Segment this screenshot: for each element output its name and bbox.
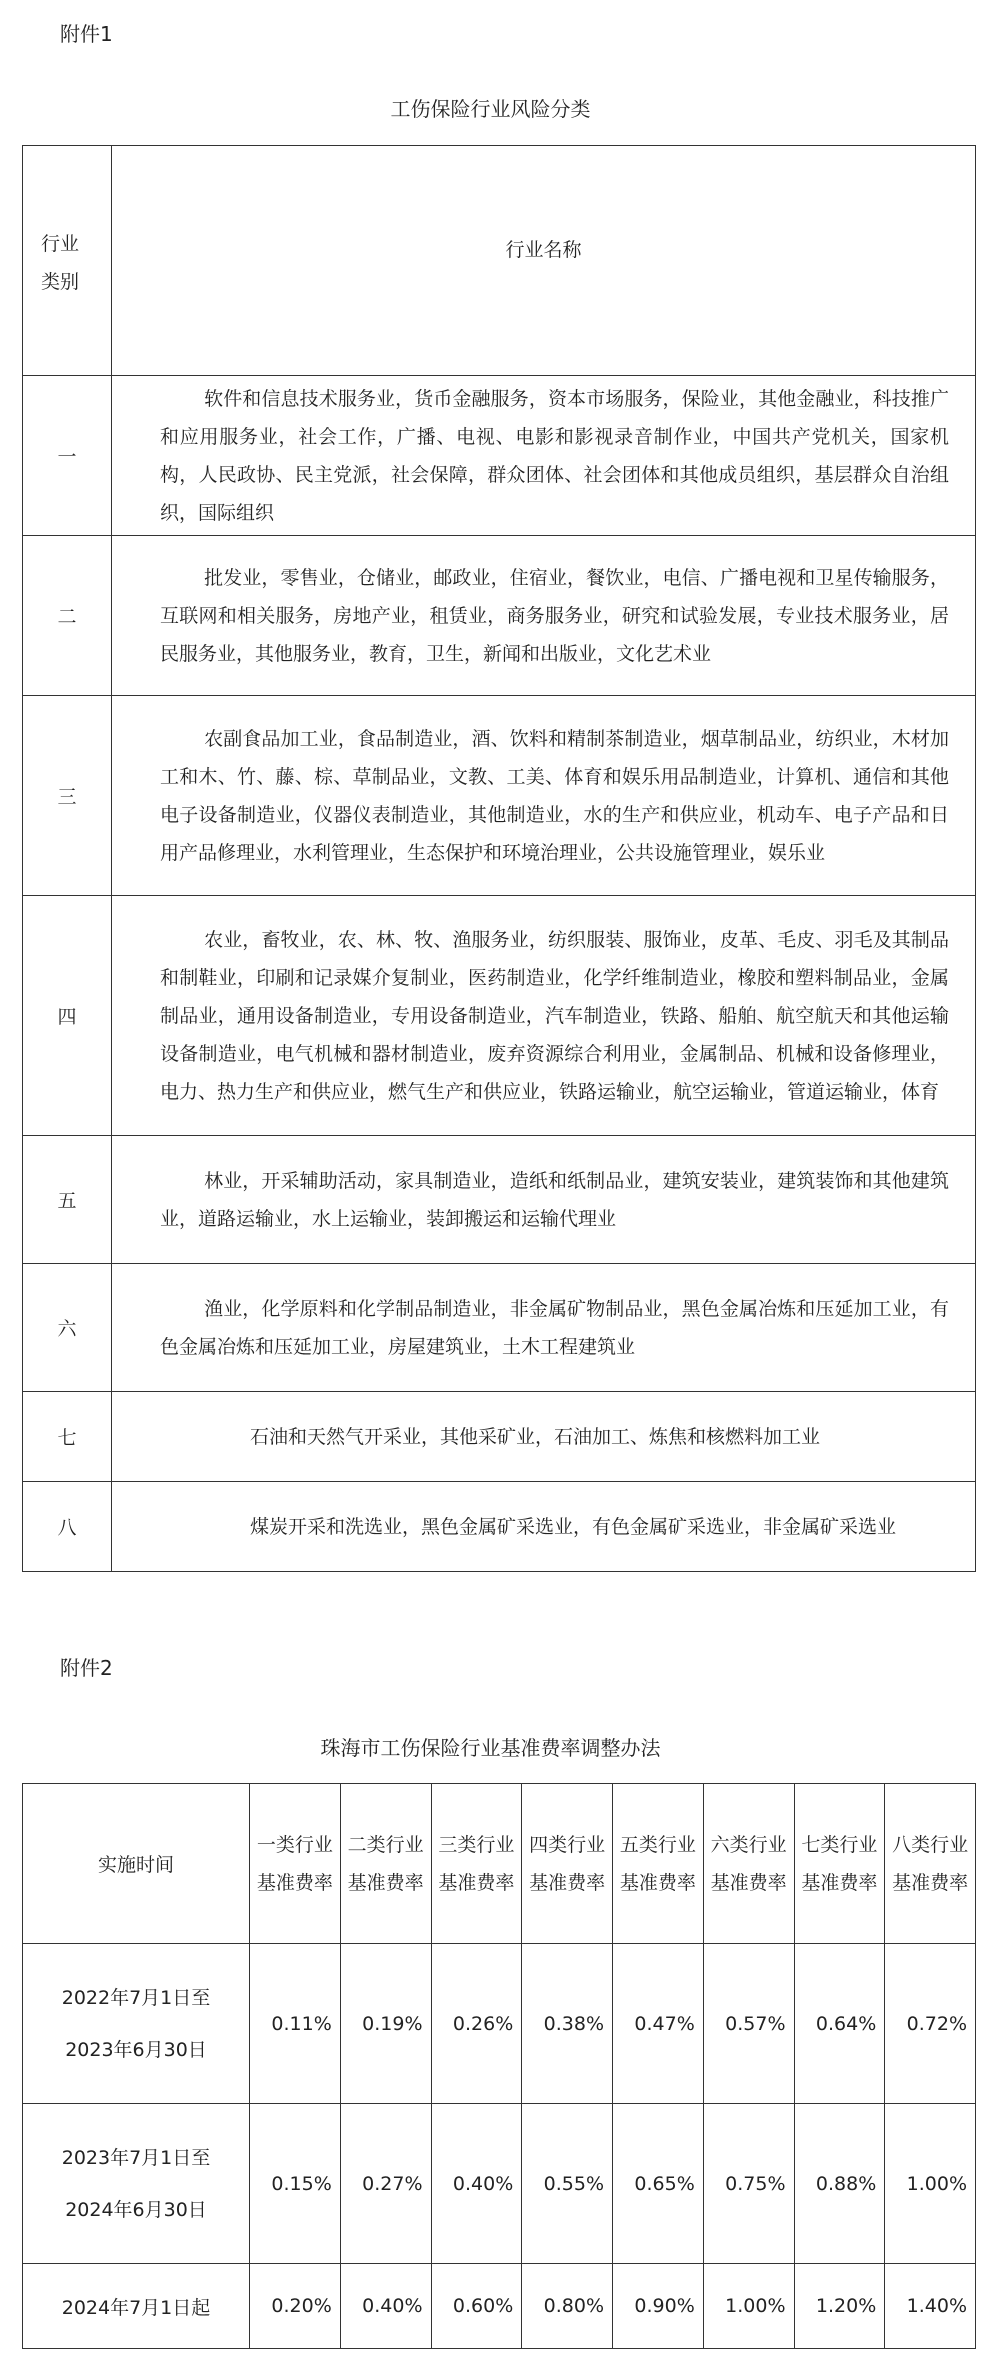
header-class-rate: 五类行业基准费率 bbox=[613, 1784, 704, 1944]
row-industries: 渔业，化学原料和化学制品制造业，非金属矿物制品业，黑色金属冶炼和压延加工业，有色金属冶炼和压延加工业，房屋建筑业，土木工程建筑业 bbox=[112, 1264, 976, 1392]
rate-cell: 0.38% bbox=[522, 1944, 613, 2104]
rate-cell: 1.40% bbox=[885, 2264, 976, 2349]
rate-cell: 1.00% bbox=[703, 2264, 794, 2349]
rate-cell: 0.15% bbox=[250, 2104, 341, 2264]
row-category: 五 bbox=[23, 1136, 112, 1264]
attachment2-label: 附件2 bbox=[60, 1656, 113, 1680]
rate-cell: 0.88% bbox=[794, 2104, 885, 2264]
header-class-rate: 七类行业基准费率 bbox=[794, 1784, 885, 1944]
rate-cell: 0.65% bbox=[613, 2104, 704, 2264]
table-row bbox=[23, 536, 976, 696]
row-industries: 林业，开采辅助活动，家具制造业，造纸和纸制品业，建筑安装业，建筑装饰和其他建筑业，道路运输业，水上运输业，装卸搬运和运输代理业 bbox=[112, 1136, 976, 1264]
row-industries: 软件和信息技术服务业，货币金融服务，资本市场服务，保险业，其他金融业，科技推广和应用服务业，社会工作，广播、电视、电影和影视录音制作业，中国共产党机关，国家机构，人民政协、民主党派，社会保障，群众团体、社会团体和其他成员组织，基层群众自治组织，国际组织 bbox=[112, 376, 976, 536]
row-time: 2022年7月1日至2023年6月30日 bbox=[23, 1944, 250, 2104]
rate-cell: 0.27% bbox=[340, 2104, 431, 2264]
attachment1-title: 工伤保险行业风险分类 bbox=[390, 97, 591, 121]
row-category: 八 bbox=[23, 1482, 112, 1572]
row-category: 二 bbox=[23, 536, 112, 696]
rate-cell: 0.47% bbox=[613, 1944, 704, 2104]
row-industries: 石油和天然气开采业，其他采矿业，石油加工、炼焦和核燃料加工业 bbox=[112, 1392, 976, 1482]
rate-cell: 1.20% bbox=[794, 2264, 885, 2349]
attachment1-label: 附件1 bbox=[60, 22, 113, 46]
rate-header-row bbox=[23, 1784, 976, 1944]
header-industry-name: 行业名称 bbox=[112, 146, 976, 376]
industry-risk-table bbox=[22, 145, 976, 1572]
rate-cell: 0.19% bbox=[340, 1944, 431, 2104]
row-industries: 批发业，零售业，仓储业，邮政业，住宿业，餐饮业，电信、广播电视和卫星传输服务，互联网和相关服务，房地产业，租赁业，商务服务业，研究和试验发展，专业技术服务业，居民服务业，其他服务业，教育，卫生，新闻和出版业，文化艺术业 bbox=[112, 536, 976, 696]
attachment2-title: 珠海市工伤保险行业基准费率调整办法 bbox=[320, 1736, 661, 1760]
table-row bbox=[23, 896, 976, 1136]
rate-row bbox=[23, 2104, 976, 2264]
row-industries: 煤炭开采和洗选业，黑色金属矿采选业，有色金属矿采选业，非金属矿采选业 bbox=[112, 1482, 976, 1572]
header-time: 实施时间 bbox=[23, 1784, 250, 1944]
rate-cell: 0.55% bbox=[522, 2104, 613, 2264]
header-class-rate: 四类行业基准费率 bbox=[522, 1784, 613, 1944]
rate-cell: 0.40% bbox=[340, 2264, 431, 2349]
row-category: 三 bbox=[23, 696, 112, 896]
rate-row bbox=[23, 2264, 976, 2349]
row-time: 2024年7月1日起 bbox=[23, 2264, 250, 2349]
rate-cell: 0.26% bbox=[431, 1944, 522, 2104]
row-category: 一 bbox=[23, 376, 112, 536]
row-category: 四 bbox=[23, 896, 112, 1136]
table-row bbox=[23, 1264, 976, 1392]
rate-cell: 0.64% bbox=[794, 1944, 885, 2104]
header-class-rate: 二类行业基准费率 bbox=[340, 1784, 431, 1944]
header-class-rate: 八类行业基准费率 bbox=[885, 1784, 976, 1944]
table-row bbox=[23, 1392, 976, 1482]
table-row bbox=[23, 1136, 976, 1264]
table-row bbox=[23, 696, 976, 896]
rate-cell: 0.60% bbox=[431, 2264, 522, 2349]
header-category: 行业类别 bbox=[23, 146, 112, 376]
base-rate-table bbox=[22, 1783, 976, 2349]
rate-cell: 0.90% bbox=[613, 2264, 704, 2349]
header-class-rate: 六类行业基准费率 bbox=[703, 1784, 794, 1944]
rate-cell: 0.11% bbox=[250, 1944, 341, 2104]
row-category: 七 bbox=[23, 1392, 112, 1482]
rate-cell: 0.72% bbox=[885, 1944, 976, 2104]
header-class-rate: 一类行业基准费率 bbox=[250, 1784, 341, 1944]
row-time: 2023年7月1日至2024年6月30日 bbox=[23, 2104, 250, 2264]
row-category: 六 bbox=[23, 1264, 112, 1392]
rate-cell: 1.00% bbox=[885, 2104, 976, 2264]
rate-cell: 0.57% bbox=[703, 1944, 794, 2104]
rate-cell: 0.40% bbox=[431, 2104, 522, 2264]
row-industries: 农业，畜牧业，农、林、牧、渔服务业，纺织服装、服饰业，皮革、毛皮、羽毛及其制品和制鞋业，印刷和记录媒介复制业，医药制造业，化学纤维制造业，橡胶和塑料制品业，金属制品业，通用设备制造业，专用设备制造业，汽车制造业，铁路、船舶、航空航天和其他运输设备制造业，电气机械和器材制造业，废弃资源综合利用业，金属制品、机械和设备修理业，电力、热力生产和供应业，燃气生产和供应业，铁路运输业，航空运输业，管道运输业，体育 bbox=[112, 896, 976, 1136]
table-row bbox=[23, 1482, 976, 1572]
row-industries: 农副食品加工业，食品制造业，酒、饮料和精制茶制造业，烟草制品业，纺织业，木材加工和木、竹、藤、棕、草制品业，文教、工美、体育和娱乐用品制造业，计算机、通信和其他电子设备制造业，仪器仪表制造业，其他制造业，水的生产和供应业，机动车、电子产品和日用产品修理业，水利管理业，生态保护和环境治理业，公共设施管理业，娱乐业 bbox=[112, 696, 976, 896]
rate-cell: 0.20% bbox=[250, 2264, 341, 2349]
table-row bbox=[23, 376, 976, 536]
table-header-row bbox=[23, 146, 976, 376]
header-class-rate: 三类行业基准费率 bbox=[431, 1784, 522, 1944]
rate-row bbox=[23, 1944, 976, 2104]
rate-cell: 0.80% bbox=[522, 2264, 613, 2349]
rate-cell: 0.75% bbox=[703, 2104, 794, 2264]
